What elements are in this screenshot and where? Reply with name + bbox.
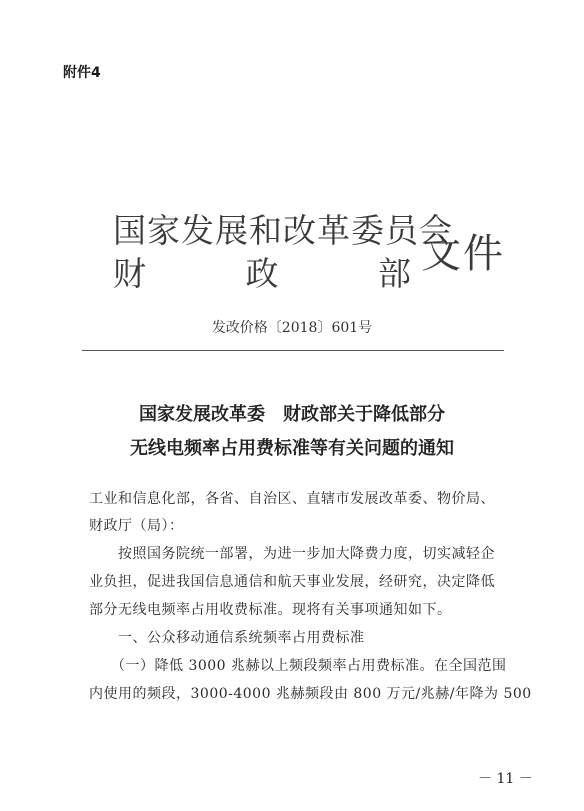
document-title-line-1: 国家发展改革委 财政部关于降低部分 — [139, 404, 445, 425]
issuing-org-mof — [113, 248, 411, 295]
body-line: 财政厅（局）： — [89, 518, 184, 534]
issuing-org-ndrc: 国家发展和改革委员会 — [113, 211, 453, 250]
body-line: （一）降低 3000 兆赫以上频段频率占用费标准。在全国范围 — [89, 658, 507, 674]
org-char: 部 — [378, 254, 411, 293]
body-line: 部分无线电频率占用收费标准。现将有关事项通知如下。 — [89, 602, 452, 618]
document-title-line-2: 无线电频率占用费标准等有关问题的通知 — [130, 438, 454, 459]
body-line: 按照国务院统一部署，为进一步加大降费力度，切实减轻企 — [89, 546, 495, 562]
header-divider — [82, 350, 504, 351]
attachment-label: 附件4 — [63, 65, 101, 81]
body-line: 业负担，促进我国信息通信和航天事业发展，经研究，决定降低 — [89, 574, 495, 590]
document-number: 发改价格〔2018〕601号 — [211, 320, 373, 336]
document-type-label: 文件 — [421, 231, 505, 277]
body-line: 一、公众移动通信系统频率占用费标准 — [89, 630, 365, 646]
body-line: 内使用的频段，3000-4000 兆赫频段由 800 万元/兆赫/年降为 500 — [89, 686, 532, 702]
org-char: 财 — [113, 254, 146, 293]
org-char: 政 — [245, 254, 279, 293]
page-number: － 11 － — [478, 771, 533, 787]
body-line: 工业和信息化部，各省、自治区、直辖市发展改革委、物价局、 — [89, 491, 495, 507]
